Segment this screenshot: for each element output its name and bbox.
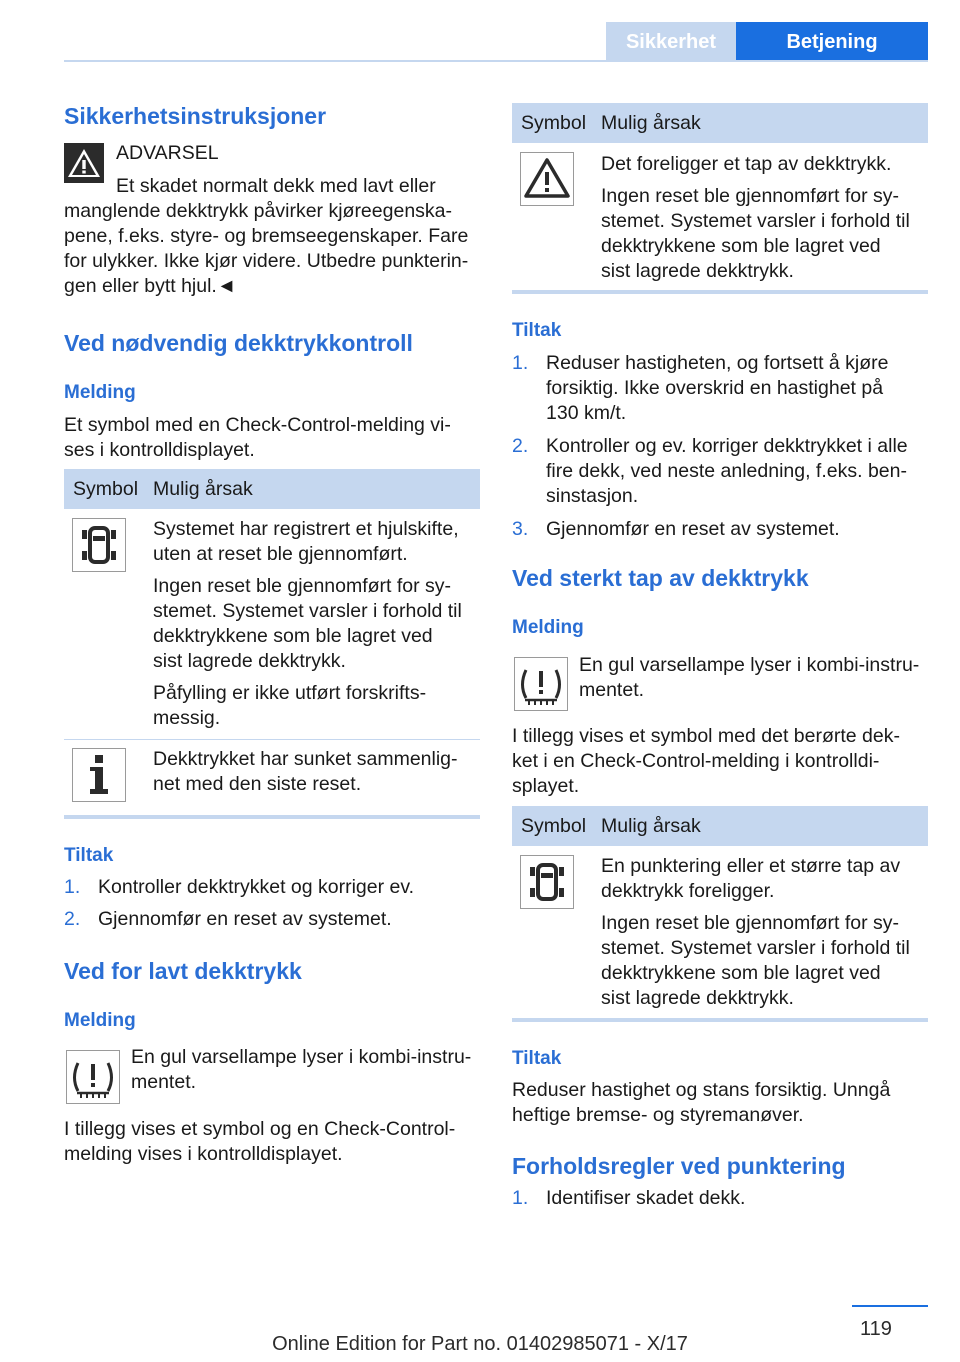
table-cell: Det foreligger et tap av dekktrykk. Ingen reset ble gjennomført for sy‐ stemet. Systemet varsler i forhold til dekktrykkene som ble lagret ved sist lagrede dekktrykk. xyxy=(601,153,910,282)
lamp-text: En gul varsellampe lyser i kombi-instru‐ mentet. xyxy=(131,1046,472,1093)
tire-car-icon xyxy=(72,518,126,572)
table-header: Symbol Mulig årsak xyxy=(64,469,480,509)
action-text: Reduser hastighet og stans forsiktig. Unngå heftige bremse- og styremanøver. xyxy=(512,1079,891,1126)
table-cell: Dekktrykket har sunket sammenlig‐ net med den siste reset. xyxy=(153,748,458,795)
table-cell: Systemet har registrert et hjulskifte, uten at reset ble gjennomført. Ingen reset ble gjennomført for sy‐ stemet. Systemet varsler i forhold til dekktrykkene som ble lagret ved sist lagrede dekktrykk. Påfylling er ikke utført forskrifts‐ messig. xyxy=(153,518,462,729)
action-title: Tiltak xyxy=(512,320,562,341)
warning-text: manglende dekktrykk påvirker kjøreegenska‐ pene, f.eks. styre- og bremseegenskaper. Fare for ulykker. Ikke kjør videre. Utbedre punkterin‐ gen eller bytt hjul.◄ xyxy=(64,200,469,297)
table-divider xyxy=(64,739,480,740)
list-item: 2. Kontroller og ev. korriger dekktrykket i alle fire dekk, ved neste anledning, f.eks. ben‐ sinstasjon. xyxy=(512,435,908,507)
table-cell: En punktering eller et større tap av dekktrykk foreligger. Ingen reset ble gjennomført for sy‐ stemet. Systemet varsler i forhold til dekktrykkene som ble lagret ved sist lagrede dekktrykk. xyxy=(601,855,910,1009)
section-title: Ved for lavt dekktrykk xyxy=(64,958,302,984)
list-item: 1. Identifiser skadet dekk. xyxy=(512,1187,746,1209)
page-number: 119 xyxy=(860,1318,892,1340)
action-title: Tiltak xyxy=(512,1048,562,1069)
table-end-rule xyxy=(512,290,928,294)
message-text: Et symbol med en Check-Control-melding vi‐ ses i kontrolldisplayet. xyxy=(64,414,451,461)
lamp-text: En gul varsellampe lyser i kombi-instru‐ mentet. xyxy=(579,654,920,701)
table-end-rule xyxy=(512,1018,928,1022)
action-title: Tiltak xyxy=(64,845,114,866)
safety-title: Sikkerhetsinstruksjoner xyxy=(64,103,327,129)
table-end-rule xyxy=(64,815,480,819)
message-text: I tillegg vises et symbol og en Check-Control- melding vises i kontrolldisplayet. xyxy=(64,1118,456,1165)
tire-pressure-warning-icon xyxy=(66,1050,120,1104)
edition-note: Online Edition for Part no. 01402985071 - X/17 xyxy=(272,1333,688,1355)
section-subtitle: Melding xyxy=(64,382,136,403)
section-title: Ved sterkt tap av dekktrykk xyxy=(512,565,809,591)
list-item: 2. Gjennomfør en reset av systemet. xyxy=(64,908,392,930)
list-item: 1. Kontroller dekktrykket og korriger ev. xyxy=(64,876,415,898)
action-list xyxy=(512,1186,932,1214)
action-list xyxy=(64,875,484,939)
section-title: Forholdsregler ved punktering xyxy=(512,1153,846,1179)
section-title: Ved nødvendig dekktrykkontroll xyxy=(64,330,413,356)
tab-sikkerhet[interactable]: Sikkerhet xyxy=(606,22,736,62)
info-icon xyxy=(72,748,126,802)
footer-rule xyxy=(852,1305,928,1307)
action-list xyxy=(512,351,932,542)
list-item: 1. Reduser hastigheten, og fortsett å kjøre forsiktig. Ikke overskrid en hastighet på 130 km/t. xyxy=(512,352,889,424)
header-rule xyxy=(64,60,928,62)
tab-betjening[interactable]: Betjening xyxy=(736,22,928,62)
warning-label: ADVARSEL xyxy=(116,142,219,164)
warning-icon xyxy=(64,143,104,183)
list-item: 3. Gjennomfør en reset av systemet. xyxy=(512,518,840,540)
tire-pressure-warning-icon xyxy=(514,657,568,711)
section-subtitle: Melding xyxy=(512,617,584,638)
warning-line: Et skadet normalt dekk med lavt eller xyxy=(116,175,436,197)
warning-triangle-icon xyxy=(520,152,574,206)
tire-car-icon xyxy=(520,855,574,909)
section-subtitle: Melding xyxy=(64,1010,136,1031)
message-text: I tillegg vises et symbol med det berørte dek‐ ket i en Check-Control-melding i kontrolldi‐ splayet. xyxy=(512,725,900,797)
table-header: Symbol Mulig årsak xyxy=(512,103,928,143)
table-header: Symbol Mulig årsak xyxy=(512,806,928,846)
